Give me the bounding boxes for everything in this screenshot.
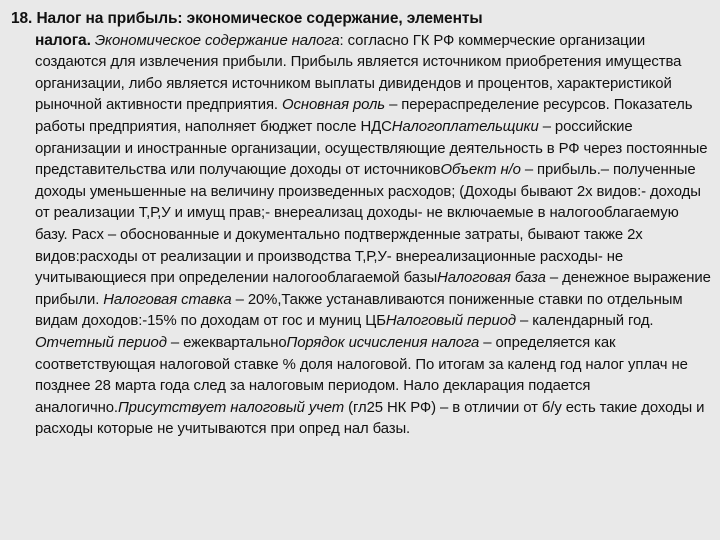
slide-title-continuation: налога. (35, 31, 91, 49)
text-block (11, 8, 715, 441)
term-economic-content: Экономическое содержание налога (90, 32, 340, 49)
text-calculation-order: – определяется как соответствующая налоговой ставке % доля налоговой. По итогам за календ год налог уплач не позднее 28 марта года след за налоговым периодом. Нало декларация подается аналогично. (35, 334, 688, 416)
term-taxpayers: Налогоплательщики (391, 118, 539, 135)
term-tax-rate: Налоговая ставка (103, 291, 232, 308)
text-tax-period: – календарный год. (515, 313, 654, 330)
text-tax-accounting: (гл25 НК РФ) – в отличии от б/у есть такие доходы и расходы которые не учитываются при опред нал базы. (35, 399, 705, 438)
text-economic-content: : согласно ГК РФ коммерческие организации создаются для извлечения прибыли. Прибыль является источником приобретения имущества организации, либо является источником выплаты дивидендов и процентов, характеристикой рыночной активности предприятия. (35, 32, 682, 114)
term-tax-object: Объект н/о (440, 162, 521, 179)
body-paragraph (11, 30, 715, 441)
slide-title: 18. Налог на прибыль: экономическое содержание, элементы (11, 10, 483, 27)
text-taxpayers: – российские организации и иностранные организации, осуществляющие деятельность в РФ через постоянные представительства или получающие доходы от источников (35, 118, 708, 179)
term-tax-accounting: Присутствует налоговый учет (117, 399, 345, 416)
term-main-role: Основная роль (282, 97, 386, 114)
text-reporting-period: – ежеквартально (166, 334, 287, 351)
term-reporting-period: Отчетный период (35, 334, 167, 351)
term-tax-base: Налоговая база (437, 270, 546, 287)
text-main-role: – перераспределение ресурсов. Показатель работы предприятия, наполняет бюджет после НДС (35, 97, 693, 135)
text-tax-object: – прибыль.– полученные доходы уменьшенные на величину произведенных расходов; (Доходы бывают 2х видов:- доходы от реализации Т,Р,У и имущ прав;- внереализац доходы- не включаемые в налогооблагаемую базу. Расх – обоснованные и документально подтвержденные затраты, бывают также 2х видов:расходы от реализации и производства Т,Р,У- внереализационные расходы- не учитывающиеся при определении налогооблагаемой базы (35, 162, 701, 287)
term-calculation-order: Порядок исчисления налога (286, 334, 480, 351)
text-tax-base: – денежное выражение прибыли. (35, 270, 711, 308)
text-tax-rate: – 20%,Также устанавливаются пониженные ставки по отдельным видам доходов:-15% по доходам от гос и муниц ЦБ (35, 291, 683, 330)
term-tax-period: Налоговый период (385, 313, 516, 330)
